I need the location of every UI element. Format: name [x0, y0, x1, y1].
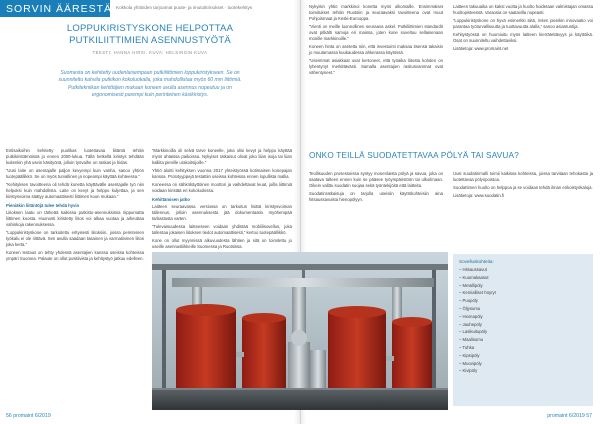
article-headline: LOPPUKIRISTYSKONE HELPOTTAA PUTKILIITTIMIEN ASENNUSTYÖTÄ: [66, 23, 234, 46]
paragraph: ”Useimmat asiakkaat ovat kertoneet, että työaika liitosta kohden on lyhentynyt merkittävästi. Samalla asentajien rasitusvammat ovat vähentyneet.”: [309, 57, 443, 75]
infobox-title: Sovelluskohteita:: [459, 259, 494, 264]
infobox-item: – Kemialliset höyryt: [459, 290, 496, 296]
page-folio-left: 56 promaint 6/2019: [6, 413, 51, 419]
industrial-machine-photo: [152, 252, 448, 410]
paragraph: Koneen testaus on tehty yhdessä asentajien kanssa useissa kohteissa ympäri Suomea. Palaute on ollut positiivista ja kehitystyö jatkuu edelleen.: [6, 249, 144, 261]
continued-column-2: [453, 4, 593, 54]
paragraph: Lisätietoja: www.suodatin.fi: [453, 192, 505, 198]
article-column-1: [6, 148, 144, 264]
paragraph: ”Loppukiristyskone on tarkoitettu erityisesti liitoksiin, joissa perinteinen työkalu ei ole riittävä. Sen avulla saadaan tasainen ja varmatiivinen liitos joka kerta.”: [6, 229, 144, 248]
continued-column-1: [309, 4, 443, 78]
paragraph: ”Vienti on meille luonnollinen seuraava askel. Putkiliittimien standardit ovat pitkälti samoja eri maissa, joten kone soveltuu sellaisenaan monille markkinoille.”: [309, 23, 443, 42]
second-article-column-2: [453, 171, 593, 201]
infobox-item: – Kipsipöly: [459, 352, 480, 358]
infobox-item: – Öljysumu: [459, 305, 481, 311]
paragraph: Laitteen takuuaika on kaksi vuotta ja huolto hoidetaan valmistajan omassa huoltopisteessä. Varaosia on saatavilla nopeasti.: [453, 4, 593, 16]
second-article-column-1: [309, 171, 443, 205]
paragraph: Teollisuuden prosesseissa syntyy monenlaista pölyä ja savua, joka on saatava talteen ennen kuin se pääsee työympäristöön tai ulkoilmaan. Oikein valittu suodatin suojaa sekä työntekijöitä että laitteita.: [309, 171, 443, 189]
infobox-item: – Kuumakaasut: [459, 274, 489, 280]
subheading: Pieniäkin liitäntöjä tulee tehdä hyvin: [6, 202, 80, 208]
paragraph: Suodattimen huolto on helppoa ja se voidaan tehdä ilman erikoistyökaluja.: [453, 184, 593, 190]
paragraph: Koneessa on sähkökäyttöinen moottori ja vaihdettavat leuat, joilla liittimiä voidaan kiristää eri kokoluokissa.: [152, 181, 292, 193]
paragraph: Koneen hinta on asetettu niin, että investointi maksaa itsensä takaisin jo muutamassa kuukaudessa ahkerassa käytössä.: [309, 43, 443, 55]
paragraph: Uusi suodatinmalli toimii kaikissa kohteissa, joissa tarvitaan tehokasta ja luotettavaa pölynpoistoa.: [453, 171, 593, 183]
paragraph: ”Uusi laite on asentajalle paljon kevyempi kuin vanha, sanoo yhtiön tuotepäällikkö. Se on myös turvallinen ja nopeampi käyttää kohteessa.”: [6, 167, 144, 179]
paragraph: Yhtiö aloitti kehityksen vuonna 2017 yhteistyössä kotimaisen konepajan kanssa. Prototyyppejä testattiin useissa kohteissa ennen lopullista mallia.: [152, 167, 292, 179]
paragraph: Lisätietoja: www.promaint.net: [453, 45, 509, 51]
second-article-headline: ONKO TEILLÄ SUODATETTAVAA PÖLYÄ TAI SAVUA?: [309, 151, 519, 160]
section-tagline: Kokkola yhtiöiden tarjoamat puute- ja imututkimukset · tuotekehitys: [116, 5, 253, 10]
infobox-item: – Lasikuitupöly: [459, 329, 488, 335]
applications-infobox: [453, 254, 593, 406]
paragraph: Kone on ollut myynnissä alkuvuodesta lähtien ja sitä on toimitettu jo useille asennusliikkeille Suomessa ja Ruotsissa.: [152, 237, 292, 249]
infobox-item: – Puupöly: [459, 298, 478, 304]
paragraph: Kehitystyössä on huomioitu myös laitteen kierrätettävyys ja käyttöikä. Osat on suunniteltu vaihdettaviksi.: [453, 31, 593, 43]
paragraph: ”Loppukiristyskone on hyvä esimerkki siitä, miten pienikin innovaatio voi parantaa työturvallisuutta ja tuottavuutta alalla,” sanoo asiantuntija.: [453, 17, 593, 29]
paragraph: ”Kehityksen tavoitteena oli tehdä konetta käyttävälle asentajalle työ niin helpoksi kuin mahdollista. Laite on kevyt ja helppo kuljettaa, ja sen kiristysvoima säätyy automaattisesti liittimen koon mukaan.”: [6, 181, 144, 199]
article-byline: TEKSTI: HANNA HIRSI, KUVA: HELSINGIN KUVA: [92, 50, 208, 55]
paragraph: Suodatinratkaisuja on tarjolla useisiin käyttökohteisiin aina hitsaussavuista hienopölyyn.: [309, 190, 443, 202]
infobox-item: – Hiomapöly: [459, 313, 483, 319]
infobox-item: – Hitsaussavut: [459, 267, 487, 272]
paragraph: ”Tulevaisuudessa laitteeseen voidaan yhdistää mobiilisovellus, joka tallentaa jokaisen liitoksen tiedot automaattisesti,” kertoo tuotepäällikkö.: [152, 223, 292, 235]
infobox-item: – Kivipöly: [459, 368, 478, 374]
paragraph: ”Markkinoilla oli selvä tarve koneelle, joka olisi kevyt ja helppo käyttää myös ahtaissa paikoissa. Nykyiset ratkaisut olivat joko liian isoja tai liian kalliita pienille urakoitsijoille.”: [152, 148, 292, 166]
infobox-item: – Maalisumu: [459, 337, 484, 343]
page-folio-right: promaint 6/2019 57: [547, 413, 592, 419]
infobox-item: – Metallipöly: [459, 282, 483, 288]
paragraph: Entisaikoihin kehitetty puolikas luotettavaa liitäntä tehtiin putkikiristämöissä jo ennen 2000-lukua. Tällä hetkellä kiristys tehdään kuitenkin yhä usein käsityönä, jolloin työvaihe on raskas ja hidas.: [6, 148, 144, 166]
infobox-item: – Muovipöly: [459, 360, 482, 366]
article-ingress: Suomesta on kehitetty uudenlaisempaan putkiliittimien loppukiristykseen. Se on suunniteltu kahvila putkikon kokoluokalla, joka mahdollistaa myös 60 mm liittimiä. Putkitekniikan kehittäjien mukaan koneen avulla asennus nopeutuu ja on ergonomisesti parempi kuin perinteinen käsikiristys.: [58, 70, 242, 99]
paragraph: Nykyisin yhtiö markkinoi konetta myös ulkomaille. Ensimmäiset toimitukset tehtiin Ruotsiin ja seuraavaksi tavoitteena ovat muut Pohjoismaat ja Keski-Eurooppa.: [309, 4, 443, 22]
paragraph: Laitteen seuraavassa versiossa on tarkoitus lisätä kiristysvoiman tallennus, jolloin asennuksesta jää dokumentaatio myöhempää tarkastusta varten.: [152, 203, 292, 222]
infobox-item: – Tuhka: [459, 344, 475, 350]
infobox-item: – Jauhepöly: [459, 321, 482, 327]
paragraph: Liitoksen laatu on tärkeää kaikissa putkisto-asennuksissa riippumatta liittimen koosta. Huonosti kiristetty liitos voi alkaa vuotaa ja aiheuttaa vahinkoja rakennuksessa.: [6, 210, 144, 228]
section-band: [0, 0, 110, 17]
section-label: SORVIN ÄÄRESTÄ: [6, 3, 112, 15]
subheading: Kehittämisen jatko: [152, 196, 190, 202]
